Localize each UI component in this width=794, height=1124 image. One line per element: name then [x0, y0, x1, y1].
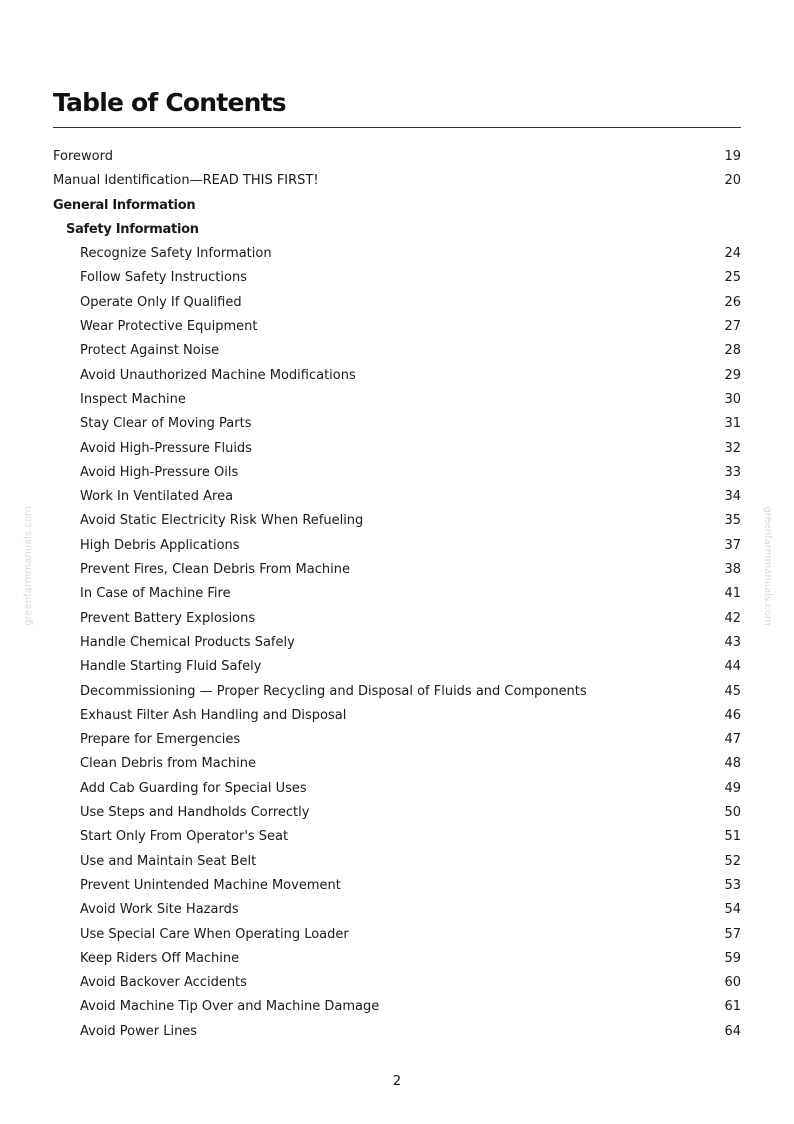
toc-entry-label: Avoid Backover Accidents [80, 975, 247, 991]
toc-entry-label: Follow Safety Instructions [80, 270, 247, 286]
toc-entry-page: 26 [724, 294, 741, 310]
toc-entry-page: 54 [724, 902, 741, 918]
toc-entry-page: 27 [724, 319, 741, 335]
toc-entry-page: 37 [724, 537, 741, 553]
toc-entry-page: 52 [724, 853, 741, 869]
toc-entry[interactable] [53, 242, 741, 266]
toc-entry[interactable] [53, 825, 741, 849]
toc-entry[interactable] [53, 339, 741, 363]
toc-entry-label: Prepare for Emergencies [80, 732, 241, 748]
toc-entry-page: 45 [724, 683, 741, 699]
toc-entry[interactable] [53, 388, 741, 412]
toc-entry[interactable] [53, 534, 741, 558]
toc-entry-label: Wear Protective Equipment [80, 319, 258, 335]
toc-entry-label: Use and Maintain Seat Belt [80, 853, 257, 869]
page-number: 2 [392, 1074, 402, 1089]
toc-entry[interactable] [53, 315, 741, 339]
toc-entry[interactable] [53, 801, 741, 825]
toc-entry[interactable] [53, 947, 741, 971]
toc-entry-page: 33 [724, 464, 741, 480]
toc-entry-page: 20 [724, 173, 741, 189]
toc-entry-page: 57 [724, 926, 741, 942]
toc-entry[interactable] [53, 971, 741, 995]
toc-entry-label: Add Cab Guarding for Special Uses [80, 780, 307, 796]
toc-entry-label: Prevent Fires, Clean Debris From Machine [80, 562, 350, 578]
toc-entry-label: Stay Clear of Moving Parts [80, 416, 252, 432]
toc-entry-page: 32 [724, 440, 741, 456]
toc-entry[interactable] [53, 850, 741, 874]
toc-entry-page: 38 [724, 562, 741, 578]
toc-entry[interactable] [53, 558, 741, 582]
toc-entry[interactable] [53, 509, 741, 533]
toc-entry-label: Start Only From Operator's Seat [80, 829, 289, 845]
toc-list [53, 145, 741, 1044]
toc-entry-label: Manual Identification—READ THIS FIRST! [53, 173, 319, 189]
toc-entry-label: Exhaust Filter Ash Handling and Disposal [80, 707, 347, 723]
toc-entry-label: Handle Starting Fluid Safely [80, 659, 262, 675]
toc-entry-label: High Debris Applications [80, 537, 240, 553]
toc-entry[interactable] [53, 145, 741, 169]
toc-entry-label: Avoid Unauthorized Machine Modifications [80, 367, 356, 383]
toc-entry[interactable] [53, 169, 741, 193]
toc-entry-label: Handle Chemical Products Safely [80, 634, 295, 650]
toc-entry[interactable] [53, 655, 741, 679]
toc-entry-page: 59 [724, 950, 741, 966]
toc-entry-label: Avoid Power Lines [80, 1023, 198, 1039]
toc-entry-page: 47 [724, 732, 741, 748]
toc-entry-label: Avoid Static Electricity Risk When Refueling [80, 513, 364, 529]
toc-entry[interactable] [53, 437, 741, 461]
toc-entry-label: Keep Riders Off Machine [80, 950, 240, 966]
toc-entry-page: 28 [724, 343, 741, 359]
toc-entry[interactable] [53, 752, 741, 776]
toc-section-heading [53, 194, 741, 218]
toc-entry-page: 44 [724, 659, 741, 675]
toc-entry-page: 41 [724, 586, 741, 602]
toc-entry-page: 64 [724, 1023, 741, 1039]
toc-entry-page: 60 [724, 975, 741, 991]
toc-entry-page: 51 [724, 829, 741, 845]
toc-entry[interactable] [53, 874, 741, 898]
toc-entry-page: 34 [724, 489, 741, 505]
watermark-left: greenfarmmanuals.com [23, 506, 34, 626]
toc-entry-label: Avoid Work Site Hazards [80, 902, 239, 918]
toc-entry-label: Safety Information [66, 221, 199, 237]
toc-entry[interactable] [53, 485, 741, 509]
toc-entry[interactable] [53, 704, 741, 728]
toc-entry[interactable] [53, 1020, 741, 1044]
toc-entry-page: 61 [724, 999, 741, 1015]
toc-entry-label: Foreword [53, 149, 113, 164]
toc-entry-label: Protect Against Noise [80, 343, 220, 359]
toc-entry[interactable] [53, 461, 741, 485]
toc-entry[interactable] [53, 364, 741, 388]
toc-entry-label: Inspect Machine [80, 391, 186, 407]
title-divider [53, 127, 741, 128]
toc-entry-page: 30 [724, 391, 741, 407]
toc-entry-label: General Information [53, 197, 196, 213]
toc-entry-label: Decommissioning — Proper Recycling and Disposal of Fluids and Components [80, 683, 587, 699]
toc-entry-label: Avoid High-Pressure Fluids [80, 440, 252, 456]
toc-entry-label: Work In Ventilated Area [80, 489, 234, 505]
toc-entry[interactable] [53, 412, 741, 436]
toc-entry-page: 48 [724, 756, 741, 772]
toc-entry-label: Prevent Battery Explosions [80, 610, 256, 626]
toc-entry[interactable] [53, 266, 741, 290]
toc-entry-label: Operate Only If Qualified [80, 294, 242, 310]
toc-entry-page: 29 [724, 367, 741, 383]
toc-entry-label: In Case of Machine Fire [80, 586, 231, 602]
toc-entry-page: 24 [724, 246, 741, 262]
toc-entry-page: 25 [724, 270, 741, 286]
toc-entry-label: Avoid Machine Tip Over and Machine Damage [80, 999, 380, 1015]
toc-entry-label: Avoid High-Pressure Oils [80, 464, 239, 480]
toc-entry[interactable] [53, 995, 741, 1019]
toc-entry-page: 53 [724, 877, 741, 893]
toc-entry-page: 43 [724, 634, 741, 650]
toc-entry[interactable] [53, 607, 741, 631]
toc-entry-page: 19 [724, 149, 741, 164]
toc-section-heading [53, 218, 741, 242]
page-title: Table of Contents [53, 88, 286, 117]
toc-entry[interactable] [53, 582, 741, 606]
toc-entry-page: 49 [724, 780, 741, 796]
toc-entry-page: 35 [724, 513, 741, 529]
toc-entry-page: 42 [724, 610, 741, 626]
toc-entry[interactable] [53, 728, 741, 752]
toc-entry[interactable] [53, 680, 741, 704]
toc-entry-label: Prevent Unintended Machine Movement [80, 877, 341, 893]
toc-entry-label: Clean Debris from Machine [80, 756, 256, 772]
toc-entry-label: Recognize Safety Information [80, 246, 272, 262]
toc-entry-page: 50 [724, 805, 741, 821]
toc-entry-page: 46 [724, 707, 741, 723]
watermark-right: greenfarmmanuals.com [762, 506, 773, 626]
toc-entry[interactable] [53, 898, 741, 922]
toc-entry[interactable] [53, 923, 741, 947]
toc-entry[interactable] [53, 291, 741, 315]
toc-entry[interactable] [53, 777, 741, 801]
toc-entry-page: 31 [724, 416, 741, 432]
toc-entry-label: Use Steps and Handholds Correctly [80, 805, 310, 821]
toc-entry[interactable] [53, 631, 741, 655]
toc-entry-label: Use Special Care When Operating Loader [80, 926, 349, 942]
